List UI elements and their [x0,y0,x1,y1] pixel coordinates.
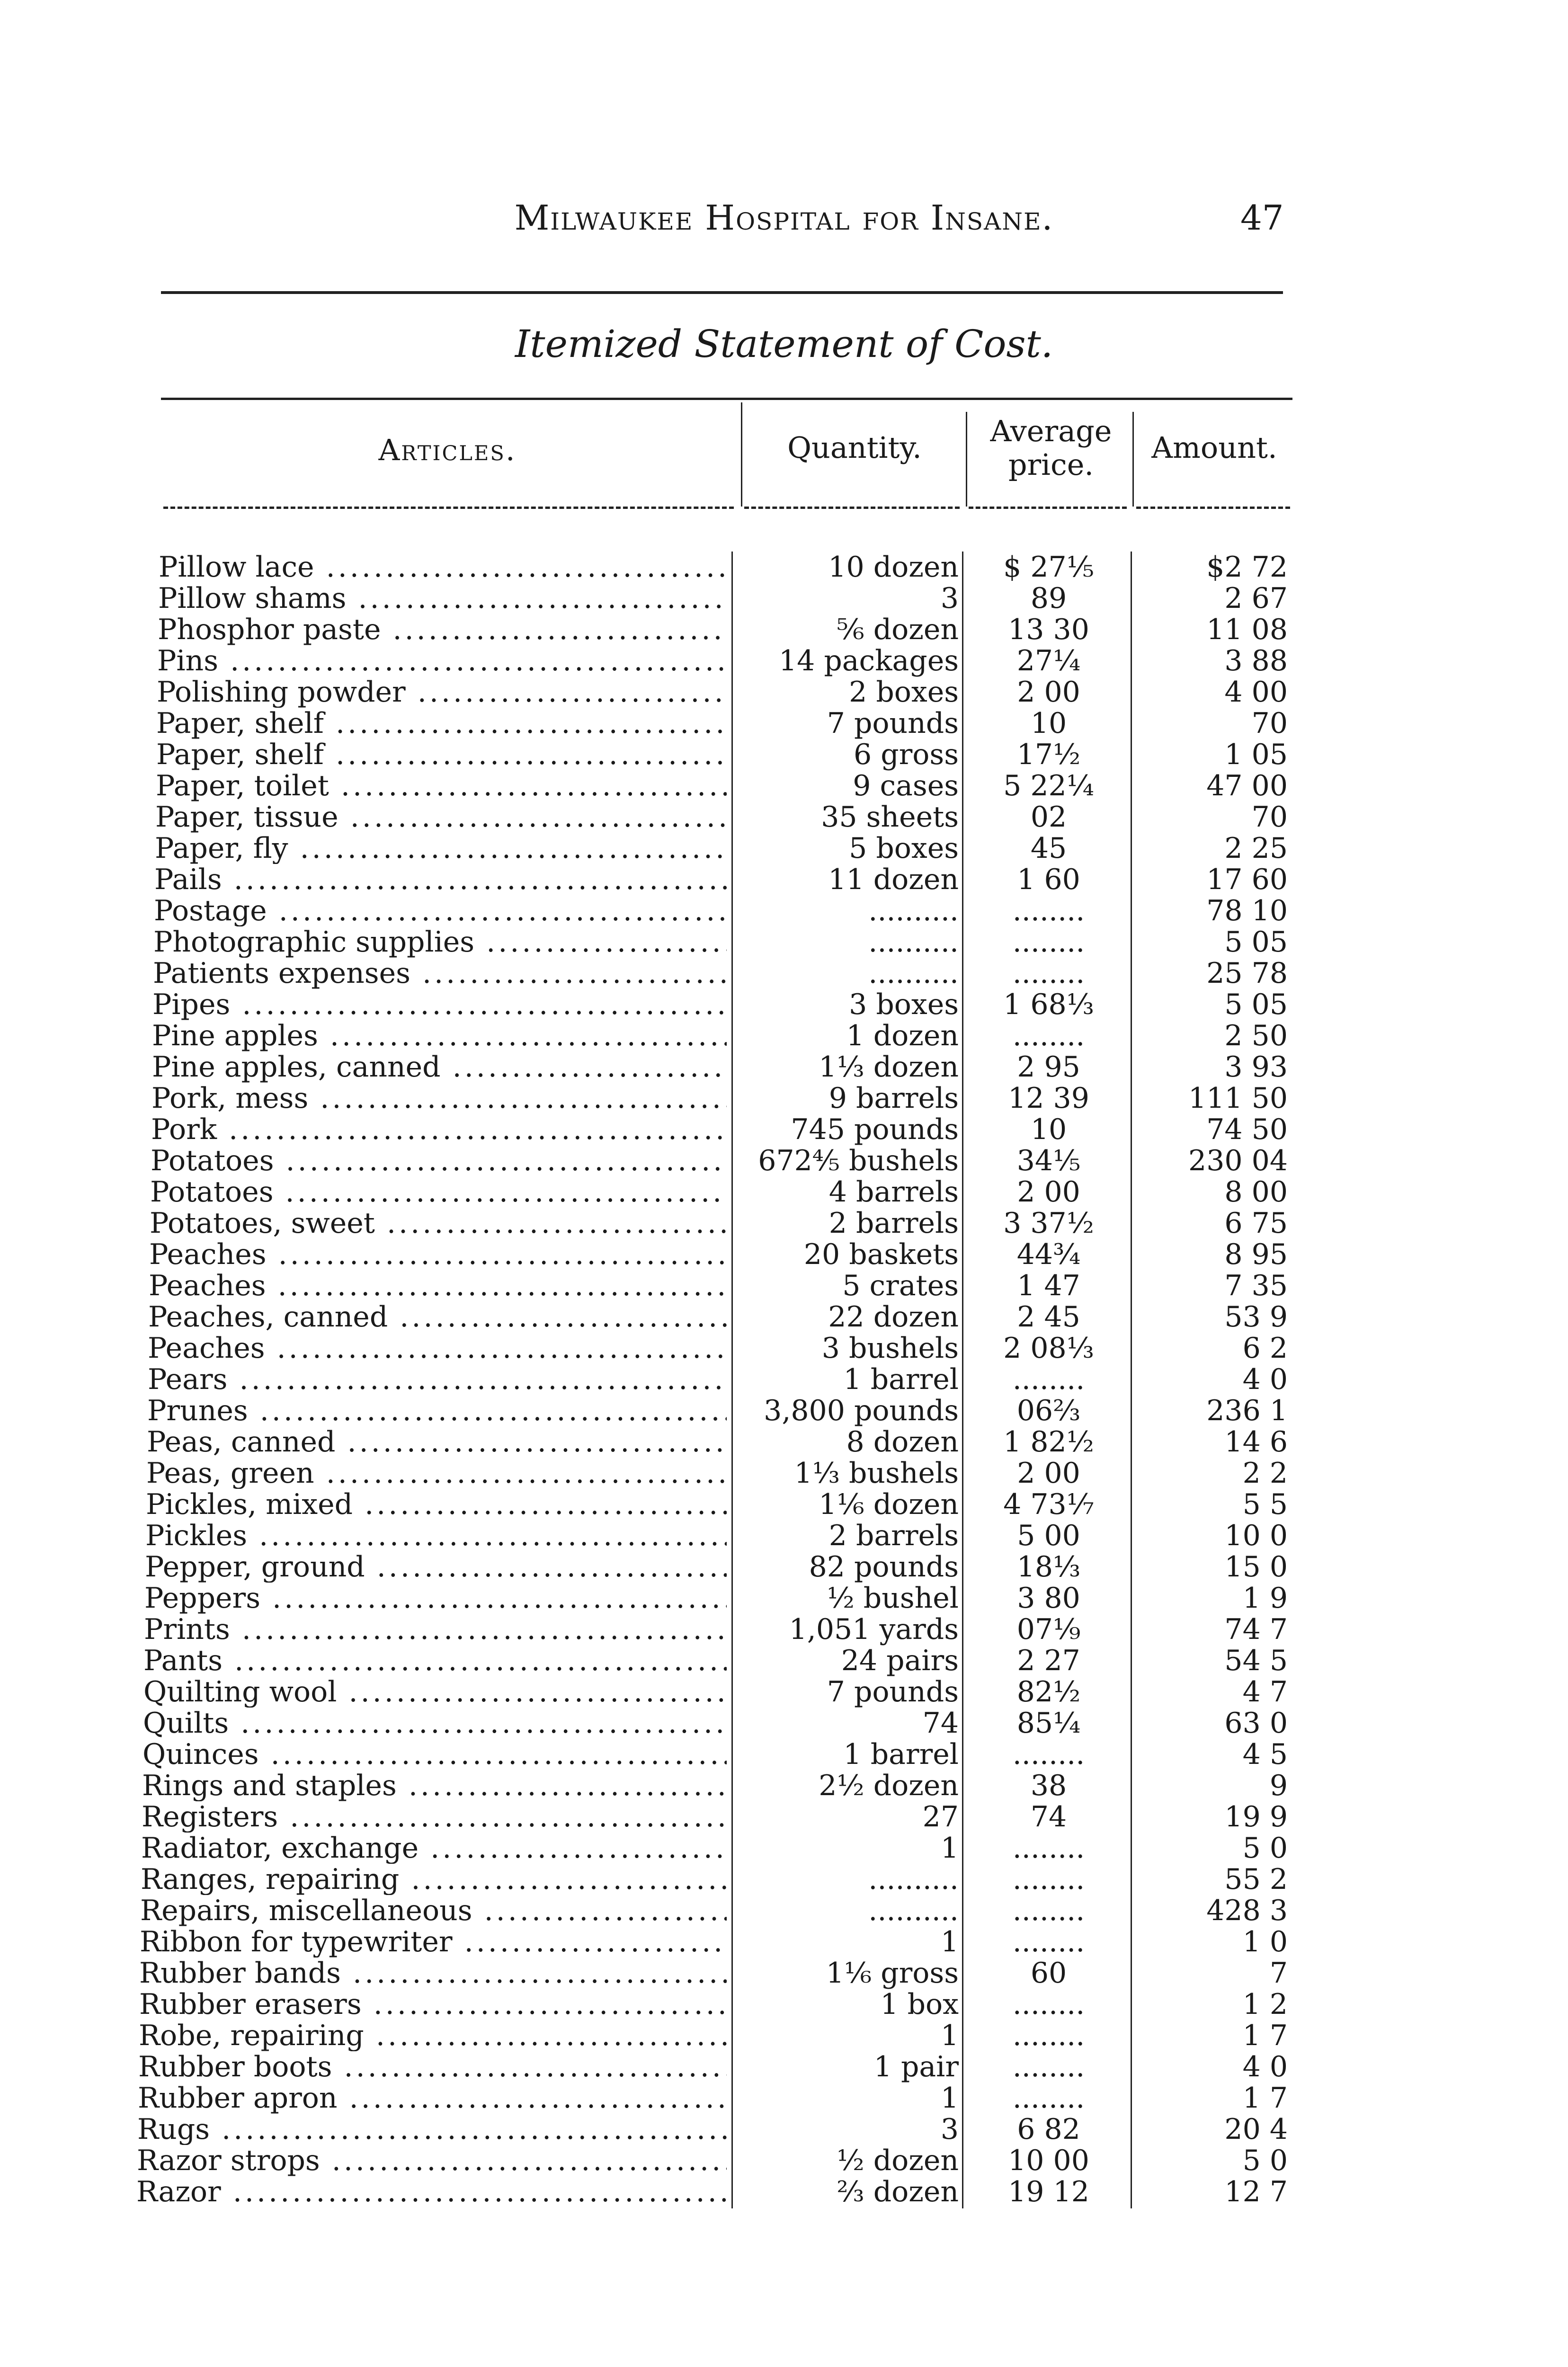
quantity-cell: 1 [940,1832,959,1865]
table-row [0,864,1568,895]
quantity-cell: 10 dozen [828,551,959,584]
article-cell: Paper, shelf ..... [156,708,727,739]
amount-cell: 11 08 [1206,613,1288,646]
amount-cell: 74 50 [1206,1113,1288,1146]
table-row [0,552,1568,583]
article-cell: Pillow shams ..... [158,583,727,614]
quantity-cell: 9 cases [853,769,959,802]
article-cell: Pork ..... [151,1114,727,1145]
article-cell: Pepper, ground ..... [145,1551,727,1583]
article-cell: Patients expenses ..... [153,958,727,989]
table-row [0,645,1568,676]
article-cell: Paper, shelf ..... [156,739,727,770]
average-price-cell: 13 30 [1008,613,1089,646]
amount-cell: 54 5 [1224,1644,1288,1677]
amount-cell: 8 00 [1224,1175,1288,1209]
average-price-cell: ........ [1012,1894,1085,1927]
average-price-cell: 02 [1030,801,1067,834]
quantity-cell: .......... [868,1863,959,1896]
table-row [0,1426,1568,1458]
quantity-cell: ⅚ dozen [837,613,959,646]
amount-cell: 5 05 [1224,925,1288,959]
amount-cell: 1 05 [1224,738,1288,771]
table-row [0,1895,1568,1926]
amount-cell: 1 9 [1242,1582,1288,1615]
table-row [0,1176,1568,1208]
amount-cell: 47 00 [1206,769,1288,802]
header-dash-rule [744,507,960,509]
quantity-cell: 1⅙ gross [826,1957,959,1990]
amount-cell: 236 1 [1206,1394,1288,1427]
amount-cell: 78 10 [1206,894,1288,927]
amount-cell: 5 05 [1224,988,1288,1021]
article-cell: Pine apples, canned ..... [152,1051,727,1083]
amount-cell: 4 5 [1242,1738,1288,1771]
article-cell: Rubber erasers ..... [139,1989,727,2020]
quantity-cell: 2½ dozen [819,1769,959,1802]
table-row [0,833,1568,864]
article-cell: Phosphor paste ..... [158,614,727,645]
average-price-cell: 38 [1030,1769,1067,1802]
amount-cell: 2 67 [1224,582,1288,615]
table-row [0,614,1568,645]
average-price-cell: 27¼ [1016,644,1081,677]
header-dash-rule [969,507,1127,509]
average-price-cell: ........ [1012,1019,1085,1052]
amount-cell: 10 0 [1224,1519,1288,1552]
amount-cell: 55 2 [1224,1863,1288,1896]
quantity-cell: 1⅓ dozen [819,1050,959,1084]
amount-cell: 1 0 [1242,1925,1288,1958]
quantity-cell: 1 [940,2019,959,2052]
article-cell: Potatoes, sweet ..... [150,1208,727,1239]
amount-cell: 15 0 [1224,1550,1288,1584]
quantity-cell: 27 [922,1800,959,1833]
amount-cell: 20 4 [1224,2113,1288,2146]
page-header [0,198,1568,245]
amount-cell: 5 0 [1242,1832,1288,1865]
quantity-cell: 9 barrels [829,1082,959,1115]
quantity-cell: ½ bushel [827,1582,959,1615]
average-price-cell: 2 00 [1017,1175,1080,1209]
quantity-cell: .......... [868,894,959,927]
table-row [0,1395,1568,1426]
average-price-cell: 18⅓ [1016,1550,1081,1584]
table-row [0,1520,1568,1551]
table-row [0,1551,1568,1583]
article-cell: Peas, canned ..... [147,1426,727,1458]
quantity-cell: 1 pair [873,2050,959,2083]
article-cell: Peaches, canned ..... [148,1301,727,1333]
quantity-cell: 2 barrels [829,1207,959,1240]
table-row [0,1208,1568,1239]
quantity-cell: 22 dozen [828,1300,959,1334]
article-cell: Pillow lace ..... [159,552,727,583]
table-row [0,958,1568,989]
quantity-cell: 3,800 pounds [764,1394,959,1427]
article-cell: Radiator, exchange ..... [141,1833,727,1864]
average-price-cell: 6 82 [1017,2113,1080,2146]
quantity-cell: 3 [940,2113,959,2146]
amount-cell: 1 7 [1242,2082,1288,2115]
average-price-cell: 10 [1030,707,1067,740]
average-price-cell: ........ [1012,925,1085,959]
article-cell: Ranges, repairing ..... [141,1864,727,1895]
table-row [0,2176,1568,2207]
table-row [0,1958,1568,1989]
amount-cell: 63 0 [1224,1707,1288,1740]
amount-cell: 14 6 [1224,1425,1288,1459]
average-price-cell: 10 00 [1008,2144,1089,2177]
article-cell: Peaches ..... [149,1270,727,1301]
table-row [0,1739,1568,1770]
table-row [0,770,1568,801]
quantity-cell: 5 boxes [849,832,959,865]
amount-cell: 6 2 [1242,1332,1288,1365]
table-row [0,1270,1568,1301]
table-row [0,1645,1568,1676]
article-cell: Robe, repairing ..... [139,2020,727,2051]
article-cell: Pipes ..... [152,989,727,1020]
article-cell: Prunes ..... [147,1395,727,1426]
section-title: Itemized Statement of Cost. [515,322,1053,366]
table-row [0,2114,1568,2145]
amount-cell: 3 93 [1224,1050,1288,1084]
article-cell: Polishing powder ..... [157,676,727,708]
table-row [0,1114,1568,1145]
amount-cell: 6 75 [1224,1207,1288,1240]
table-row [0,1864,1568,1895]
article-cell: Paper, tissue ..... [155,801,727,833]
table-row [0,739,1568,770]
column-header-average-price: Average price. [990,414,1112,482]
quantity-cell: 5 crates [842,1269,959,1302]
average-price-cell: ........ [1012,957,1085,990]
quantity-cell: 1,051 yards [789,1613,959,1646]
column-header-amount: Amount. [1151,430,1277,465]
article-cell: Repairs, miscellaneous ..... [140,1895,727,1926]
table-top-rule [161,398,1292,400]
quantity-cell: 3 [940,582,959,615]
amount-cell: 25 78 [1206,957,1288,990]
quantity-cell: 11 dozen [828,863,959,896]
quantity-cell: 1 [940,1925,959,1958]
header-dash-rule [1136,507,1290,509]
amount-cell: 5 5 [1242,1488,1288,1521]
average-price-cell: 45 [1030,832,1067,865]
quantity-cell: .......... [868,1894,959,1927]
table-row [0,1239,1568,1270]
amount-cell: 230 04 [1188,1144,1288,1177]
table-row [0,1833,1568,1864]
quantity-cell: 1 barrel [843,1738,959,1771]
amount-cell: 70 [1251,707,1288,740]
amount-cell: 19 9 [1224,1800,1288,1833]
quantity-cell: 82 pounds [809,1550,959,1584]
amount-cell: 12 7 [1224,2175,1288,2208]
average-price-cell: 44¾ [1016,1238,1081,1271]
table-row [0,1489,1568,1520]
quantity-cell: 1⅓ bushels [794,1457,959,1490]
article-cell: Rings and staples ..... [142,1770,727,1801]
average-price-cell: 2 95 [1017,1050,1080,1084]
article-cell: Rubber apron ..... [138,2082,727,2114]
quantity-cell: ½ dozen [837,2144,959,2177]
quantity-cell: 14 packages [778,644,959,677]
article-cell: Pickles, mixed ..... [146,1489,727,1520]
quantity-cell: 1 box [880,1988,959,2021]
amount-cell: 111 50 [1188,1082,1288,1115]
average-price-cell: 60 [1030,1957,1067,1990]
article-cell: Pins ..... [157,645,727,676]
amount-cell: 1 2 [1242,1988,1288,2021]
amount-cell: 2 50 [1224,1019,1288,1052]
quantity-cell: 672⅘ bushels [758,1144,959,1177]
average-price-cell: ........ [1012,1738,1085,1771]
quantity-cell: 24 pairs [841,1644,959,1677]
article-cell: Quilting wool ..... [143,1676,727,1708]
column-header-quantity: Quantity. [787,430,922,465]
page-number: 47 [1240,198,1284,238]
amount-cell: 4 00 [1224,676,1288,709]
average-price-cell: 1 82½ [1003,1425,1094,1459]
table-row [0,583,1568,614]
table-row [0,926,1568,958]
table-row [0,2145,1568,2176]
article-cell: Potatoes ..... [150,1176,727,1208]
average-price-cell: ........ [1012,1988,1085,2021]
average-price-cell: ........ [1012,1925,1085,1958]
article-cell: Pants ..... [143,1645,727,1676]
average-price-cell: ........ [1012,894,1085,927]
average-price-cell: 82½ [1016,1675,1081,1709]
table-row [0,1708,1568,1739]
table-row [0,1926,1568,1958]
article-cell: Peaches ..... [149,1239,727,1270]
average-price-cell: 89 [1030,582,1067,615]
average-price-cell: 5 00 [1017,1519,1080,1552]
table-row [0,989,1568,1020]
average-price-cell: 3 80 [1017,1582,1080,1615]
average-price-cell: ........ [1012,1363,1085,1396]
average-price-cell: 2 08⅓ [1003,1332,1094,1365]
quantity-cell: 7 pounds [827,1675,959,1709]
header-dash-rule [163,507,734,509]
article-cell: Paper, toilet ..... [156,770,727,801]
table-row [0,1676,1568,1708]
quantity-cell: 8 dozen [846,1425,959,1459]
average-price-cell: 2 27 [1017,1644,1080,1677]
amount-cell: 5 0 [1242,2144,1288,2177]
table-row [0,1364,1568,1395]
quantity-cell: 1 barrel [843,1363,959,1396]
average-price-cell: 3 37½ [1003,1207,1094,1240]
table-row [0,1333,1568,1364]
article-cell: Potatoes ..... [151,1145,727,1176]
quantity-cell: .......... [868,957,959,990]
average-price-cell: 4 73⅐ [1003,1488,1094,1521]
amount-cell: 7 [1269,1957,1288,1990]
average-price-cell: 2 00 [1017,1457,1080,1490]
article-cell: Rubber boots ..... [138,2051,727,2082]
table-row [0,1145,1568,1176]
amount-cell: 7 35 [1224,1269,1288,1302]
table-row [0,1770,1568,1801]
quantity-cell: 6 gross [853,738,959,771]
table-row [0,2020,1568,2051]
average-price-cell: ........ [1012,1832,1085,1865]
quantity-cell: 74 [922,1707,959,1740]
table-row [0,801,1568,833]
amount-cell: 4 0 [1242,2050,1288,2083]
average-price-cell: 2 45 [1017,1300,1080,1334]
article-cell: Photographic supplies ..... [153,926,727,958]
article-cell: Peaches ..... [148,1333,727,1364]
quantity-cell: 35 sheets [821,801,959,834]
quantity-cell: 20 baskets [803,1238,959,1271]
average-price-cell: ........ [1012,2050,1085,2083]
quantity-cell: 2 barrels [829,1519,959,1552]
quantity-cell: 745 pounds [791,1113,959,1146]
quantity-cell: .......... [868,925,959,959]
amount-cell: 2 25 [1224,832,1288,865]
table-row [0,2082,1568,2114]
running-title: Milwaukee Hospital for Insane. [514,198,1054,238]
quantity-cell: 2 boxes [849,676,959,709]
article-cell: Razor ..... [136,2176,727,2207]
article-cell: Pork, mess ..... [151,1083,727,1114]
table-row [0,1458,1568,1489]
table-row [0,2051,1568,2082]
article-cell: Peppers ..... [144,1583,727,1614]
amount-cell: 8 95 [1224,1238,1288,1271]
column-divider [966,412,967,507]
average-price-cell: 17½ [1016,738,1081,771]
quantity-cell: 1⅙ dozen [819,1488,959,1521]
quantity-cell: 3 boxes [849,988,959,1021]
amount-cell: 74 7 [1224,1613,1288,1646]
average-price-cell: 07⅑ [1016,1613,1081,1646]
table-row [0,1989,1568,2020]
amount-cell: 4 7 [1242,1675,1288,1709]
article-cell: Quilts ..... [143,1708,727,1739]
article-cell: Pickles ..... [145,1520,727,1551]
article-cell: Razor strops ..... [137,2145,727,2176]
table-row [0,1801,1568,1833]
amount-cell: 1 7 [1242,2019,1288,2052]
amount-cell: 428 3 [1206,1894,1288,1927]
average-price-cell: 2 00 [1017,676,1080,709]
article-cell: Pears ..... [148,1364,727,1395]
article-cell: Pails ..... [154,864,727,895]
table-row [0,1614,1568,1645]
article-cell: Ribbon for typewriter ..... [140,1926,727,1958]
average-price-cell: 19 12 [1008,2175,1089,2208]
header-rule [161,291,1283,294]
article-cell: Rugs ..... [137,2114,727,2145]
quantity-cell: 4 barrels [829,1175,959,1209]
table-row [0,1301,1568,1333]
amount-cell: $2 72 [1206,551,1288,584]
amount-cell: 3 88 [1224,644,1288,677]
average-price-cell: ........ [1012,2082,1085,2115]
article-cell: Pine apples ..... [152,1020,727,1051]
table-row [0,1583,1568,1614]
column-divider [741,402,742,507]
amount-cell: 4 0 [1242,1363,1288,1396]
average-price-cell: 1 68⅓ [1003,988,1094,1021]
amount-cell: 17 60 [1206,863,1288,896]
quantity-cell: 3 bushels [821,1332,959,1365]
average-price-cell: 5 22¼ [1003,769,1094,802]
quantity-cell: 1 dozen [846,1019,959,1052]
table-row [0,676,1568,708]
quantity-cell: 7 pounds [827,707,959,740]
average-price-cell: 74 [1030,1800,1067,1833]
article-cell: Prints ..... [144,1614,727,1645]
average-price-cell: 10 [1030,1113,1067,1146]
amount-cell: 2 2 [1242,1457,1288,1490]
table-row [0,1083,1568,1114]
quantity-cell: ⅔ dozen [837,2175,959,2208]
article-cell: Paper, fly ..... [155,833,727,864]
average-price-cell: 06⅔ [1016,1394,1081,1427]
average-price-cell: 34⅕ [1016,1144,1081,1177]
article-cell: Peas, green ..... [146,1458,727,1489]
average-price-cell: 1 60 [1017,863,1080,896]
average-price-cell: ........ [1012,1863,1085,1896]
amount-cell: 9 [1269,1769,1288,1802]
amount-cell: 53 9 [1224,1300,1288,1334]
column-divider [1132,412,1134,507]
amount-cell: 70 [1251,801,1288,834]
table-row [0,708,1568,739]
article-cell: Rubber bands ..... [139,1958,727,1989]
table-row [0,1051,1568,1083]
average-price-cell: 1 47 [1017,1269,1080,1302]
average-price-cell: 85¼ [1016,1707,1081,1740]
table-row [0,1020,1568,1051]
article-cell: Quinces ..... [143,1739,727,1770]
average-price-cell: $ 27⅕ [1003,551,1094,584]
table-row [0,895,1568,926]
average-price-cell: 12 39 [1008,1082,1089,1115]
average-price-cell: ........ [1012,2019,1085,2052]
article-cell: Registers ..... [142,1801,727,1833]
column-header-articles: Articles. [378,433,517,467]
article-cell: Postage ..... [154,895,727,926]
quantity-cell: 1 [940,2082,959,2115]
